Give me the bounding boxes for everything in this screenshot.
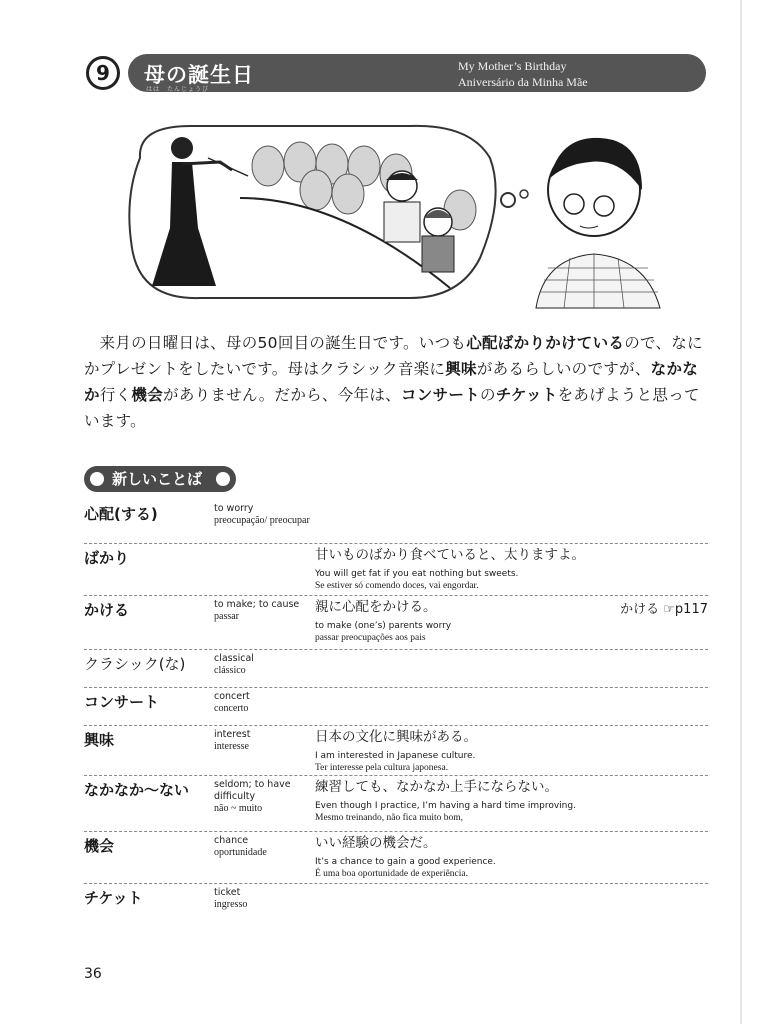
passage-text: がありません。だから、今年は、 xyxy=(163,386,401,404)
example-en: It’s a chance to gain a good experience. xyxy=(315,857,496,867)
example-en: You will get fat if you eat nothing but sweets. xyxy=(315,569,519,579)
meaning-en: to worry xyxy=(214,503,254,514)
meaning-pt: concerto xyxy=(214,703,249,714)
meaning-pt: preocupação/ preocupar xyxy=(214,515,310,526)
vocab-example xyxy=(315,598,615,644)
lesson-title-furigana: はは たんじょうび xyxy=(146,86,210,93)
passage-text: 行く xyxy=(99,386,132,404)
example-pt: passar preocupações aos pais xyxy=(315,633,426,643)
vocab-meaning xyxy=(214,691,310,715)
example-jp: いい経験の機会だ。 xyxy=(315,835,437,851)
passage-keyword: コンサート xyxy=(400,386,480,404)
vocab-meaning xyxy=(214,653,310,677)
vocab-term: なかなか〜ない xyxy=(84,781,190,799)
vocab-row xyxy=(84,688,708,726)
vocab-meaning xyxy=(214,835,310,859)
vocab-heading-label: 新しいことば xyxy=(112,470,203,488)
passage-keyword: なかなか xyxy=(84,360,699,404)
vocab-term: かける xyxy=(84,601,130,619)
example-en: to make (one’s) parents worry xyxy=(315,621,452,631)
meaning-pt: clássico xyxy=(214,665,246,676)
meaning-pt: ingresso xyxy=(214,899,248,910)
meaning-pt: oportunidade xyxy=(214,847,267,858)
vocab-row xyxy=(84,650,708,688)
example-jp: 親に心配をかける。 xyxy=(315,599,437,615)
vocab-meaning xyxy=(214,599,310,623)
meaning-en: ticket xyxy=(214,887,241,898)
passage-keyword: 心配ばかりかけている xyxy=(466,334,625,352)
meaning-en: concert xyxy=(214,691,250,702)
heading-dot-icon xyxy=(90,472,104,486)
vocab-meaning xyxy=(214,887,310,911)
example-jp: 甘いものばかり食べていると、太りますよ。 xyxy=(315,547,585,563)
vocab-example xyxy=(315,834,615,880)
vocab-term: 心配(する) xyxy=(84,505,158,523)
vocab-meaning xyxy=(214,729,310,753)
boy-thinking xyxy=(536,138,660,308)
reading-passage xyxy=(84,330,710,434)
example-jp: 日本の文化に興味がある。 xyxy=(315,729,477,745)
example-en: Even though I practice, I’m having a hard time improving. xyxy=(315,801,576,811)
vocab-term: クラシック(な) xyxy=(84,655,186,673)
cross-reference: かける ☞p117 xyxy=(620,602,708,617)
example-pt: Ter interesse pela cultura japonesa. xyxy=(315,763,449,773)
vocab-example xyxy=(315,546,615,592)
vocab-row xyxy=(84,776,708,832)
passage-text: の xyxy=(479,386,496,404)
lesson-header xyxy=(86,52,706,94)
title-bar xyxy=(128,54,706,92)
vocab-list xyxy=(84,500,708,924)
example-en: I am interested in Japanese culture. xyxy=(315,751,476,761)
passage-keyword: 機会 xyxy=(131,386,164,404)
page-number: 36 xyxy=(84,966,102,982)
meaning-en: chance xyxy=(214,835,249,846)
example-pt: Se estiver só comendo doces, vai engordar. xyxy=(315,581,479,591)
example-pt: É uma boa oportunidade de experiência. xyxy=(315,869,468,879)
vocab-row xyxy=(84,596,708,650)
vocab-example xyxy=(315,778,615,824)
vocab-term: 興味 xyxy=(84,731,115,749)
vocab-term: チケット xyxy=(84,889,143,907)
meaning-en: classical xyxy=(214,653,254,664)
example-pt: Mesmo treinando, não fica muito bom, xyxy=(315,813,464,823)
vocab-row xyxy=(84,884,708,924)
passage-text: があるらしいのですが、 xyxy=(476,360,651,378)
meaning-pt: não ~ muito xyxy=(214,803,263,814)
example-jp: 練習しても、なかなか上手にならない。 xyxy=(315,779,558,795)
passage-text: をあげようと思っています。 xyxy=(84,386,700,430)
passage-keyword: チケット xyxy=(495,386,558,404)
vocab-meaning xyxy=(214,779,310,815)
lesson-title-pt: Aniversário da Minha Mãe xyxy=(458,75,588,89)
meaning-en: to make; to cause xyxy=(214,599,300,610)
lesson-title-jp: 母の誕生日 xyxy=(144,63,254,87)
meaning-en: interest xyxy=(214,729,251,740)
vocab-row xyxy=(84,544,708,596)
passage-text: ので、なにかプレゼントをしたいです。母はクラシック音楽に xyxy=(84,334,703,378)
vocab-term: コンサート xyxy=(84,693,160,711)
vocab-row xyxy=(84,726,708,776)
meaning-pt: passar xyxy=(214,611,239,622)
lesson-number-badge: 9 xyxy=(86,56,120,90)
meaning-pt: interesse xyxy=(214,741,249,752)
heading-dot-icon xyxy=(216,472,230,486)
vocab-term: ばかり xyxy=(84,549,130,567)
page-edge xyxy=(740,0,742,1024)
passage-keyword: 興味 xyxy=(445,360,477,378)
vocab-term: 機会 xyxy=(84,837,115,855)
vocab-meaning xyxy=(214,503,310,527)
vocab-row xyxy=(84,832,708,884)
vocab-example xyxy=(315,728,615,774)
passage-text: 来月の日曜日は、母の50回目の誕生日です。いつも xyxy=(99,334,467,352)
vocab-row xyxy=(84,500,708,544)
meaning-en: seldom; to have difficulty xyxy=(214,779,291,802)
lesson-title-en: My Mother’s Birthday xyxy=(458,59,567,73)
illustration xyxy=(120,118,680,314)
vocab-section-heading xyxy=(84,466,236,492)
